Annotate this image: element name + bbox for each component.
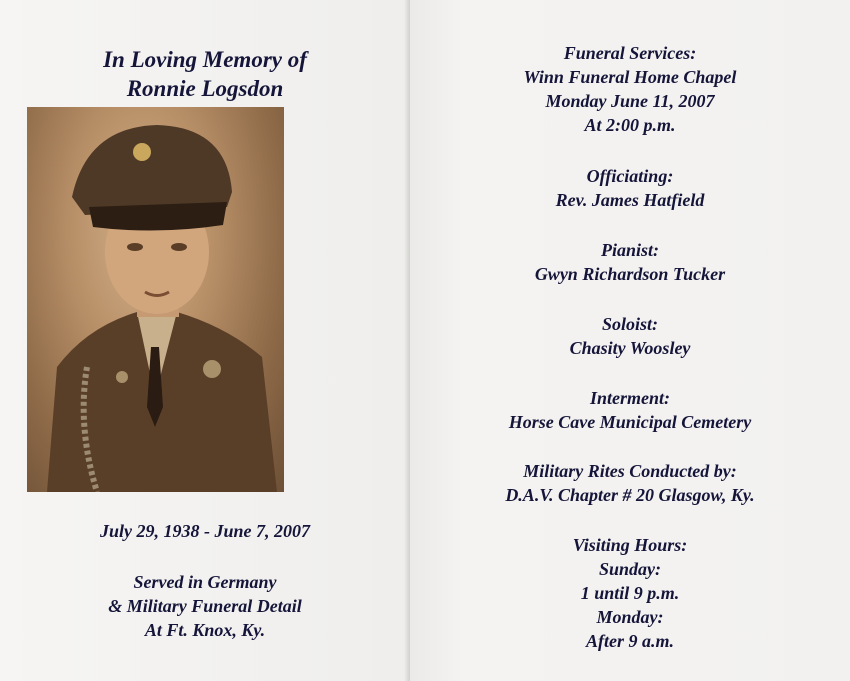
services-date: Monday June 11, 2007 bbox=[545, 91, 715, 111]
services-heading: Funeral Services: bbox=[563, 43, 697, 63]
visiting-day1: Sunday: bbox=[598, 559, 661, 579]
services-time: At 2:00 p.m. bbox=[584, 115, 676, 135]
services-place: Winn Funeral Home Chapel bbox=[523, 67, 737, 87]
pianist-name: Gwyn Richardson Tucker bbox=[534, 264, 726, 284]
rites-org: D.A.V. Chapter # 20 Glasgow, Ky. bbox=[505, 485, 755, 505]
memorial-title-line1: In Loving Memory of bbox=[103, 47, 307, 72]
portrait-photo-icon bbox=[27, 107, 284, 492]
rites-heading: Military Rites Conducted by: bbox=[523, 461, 737, 481]
life-dates: July 29, 1938 - June 7, 2007 bbox=[99, 521, 310, 541]
served-line3: At Ft. Knox, Ky. bbox=[144, 620, 266, 640]
soloist-name: Chasity Woosley bbox=[569, 338, 691, 358]
pianist-heading: Pianist: bbox=[600, 240, 659, 260]
served-line1: Served in Germany bbox=[133, 572, 277, 592]
soloist-heading: Soloist: bbox=[601, 314, 658, 334]
visiting-heading: Visiting Hours: bbox=[572, 535, 688, 555]
left-panel bbox=[0, 0, 410, 681]
interment-place: Horse Cave Municipal Cemetery bbox=[508, 412, 752, 432]
right-panel bbox=[410, 0, 850, 681]
memorial-title-line2: Ronnie Logsdon bbox=[126, 76, 284, 101]
interment-heading: Interment: bbox=[589, 388, 670, 408]
visiting-time2: After 9 a.m. bbox=[586, 631, 674, 651]
officiating-name: Rev. James Hatfield bbox=[555, 190, 705, 210]
visiting-day2: Monday: bbox=[596, 607, 664, 627]
officiating-heading: Officiating: bbox=[586, 166, 674, 186]
visiting-time1: 1 until 9 p.m. bbox=[580, 583, 680, 603]
served-line2: & Military Funeral Detail bbox=[108, 596, 302, 616]
